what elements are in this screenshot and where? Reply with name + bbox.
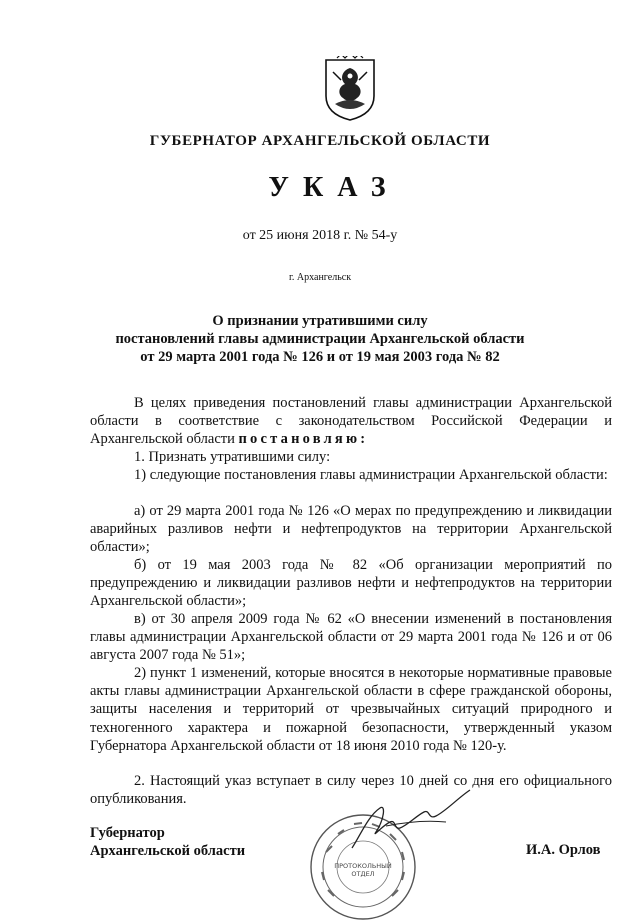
document-title-line-1: О признании утратившими силу xyxy=(212,313,428,329)
item-1-subitem-b: б) от 19 мая 2003 года № 82 «Об организации мероприятий по предупреждению и ликвидации разливов нефти и нефтепродуктов на территории Архангельской области»; xyxy=(90,557,612,610)
preamble-text: В целях приведения постановлений главы администрации Архангельской области в соответствие с законодательством Российской Федерации и Архангельской области xyxy=(90,395,612,448)
item-1-subitem-1: 1) следующие постановления главы администрации Архангельской области: xyxy=(134,467,608,483)
item-1: 1. Признать утратившими силу: xyxy=(134,449,331,465)
signatory-name: И.А. Орлов xyxy=(526,842,601,858)
item-1-subitem-a: а) от 29 марта 2001 года № 126 «О мерах по предупреждению и ликвидации аварийных разливов нефти и нефтепродуктов на территории Архангельской области»; xyxy=(90,503,612,556)
decree-colon: : xyxy=(360,431,369,448)
signatory-title-line-1: Губернатор xyxy=(90,825,165,841)
item-2: 2. Настоящий указ вступает в силу через 10 дней со дня его официального опубликования. xyxy=(90,773,612,808)
document-title-line-3: от 29 марта 2001 года № 126 и от 19 мая 2003 года № 82 xyxy=(140,349,500,365)
issue-city: г. Архангельск xyxy=(288,272,352,283)
item-1-subitem-2: 2) пункт 1 изменений, которые вносятся в некоторые нормативные правовые акты главы администрации Архангельской области в сфере гражданской обороны, защиты населения и территорий от чрезвычайных ситуаций природного и техногенного характера и пожарной безопасности, утвержденный указом Губернатора Архангельской области от 18 июня 2010 года № 120-у. xyxy=(90,665,612,754)
issuing-authority: ГУБЕРНАТОР АРХАНГЕЛЬСКОЙ ОБЛАСТИ xyxy=(149,133,491,149)
document-title-line-2: постановлений главы администрации Архангельской области xyxy=(115,331,525,347)
coat-of-arms-icon xyxy=(323,56,377,122)
handwritten-signature xyxy=(346,786,476,856)
item-1-subitem-v: в) от 30 апреля 2009 года № 62 «О внесении изменений в постановления главы администрации Архангельской области от 29 марта 2001 года № 126 и от 06 августа 2007 года № 51»; xyxy=(90,611,612,664)
stamp-center-text: ПРОТОКОЛЬНЫЙ ОТДЕЛ xyxy=(334,862,392,878)
document-type-heading: УКАЗ xyxy=(268,172,400,203)
decree-word: постановляю xyxy=(238,431,361,448)
document-date-number: от 25 июня 2018 г. № 54-у xyxy=(242,228,398,243)
preamble-paragraph xyxy=(90,394,612,449)
signatory-title-line-2: Архангельской области xyxy=(90,843,246,859)
